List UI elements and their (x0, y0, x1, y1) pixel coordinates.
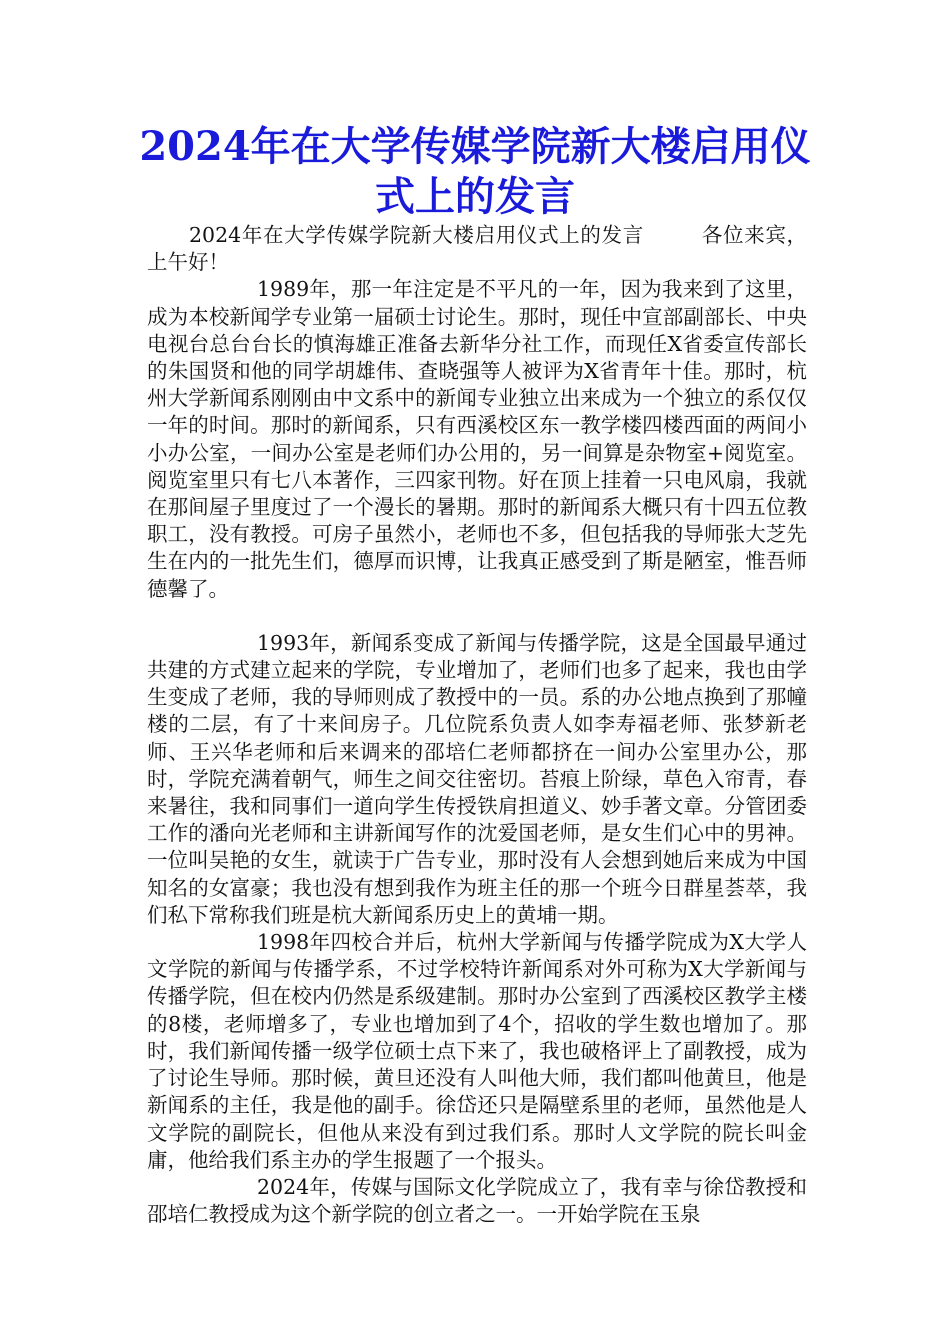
document-body (147, 222, 807, 1228)
document-title: 2024年在大学传媒学院新大楼启用仪式上的发言 (139, 123, 811, 220)
paragraph-1993: 1993年，新闻系变成了新闻与传播学院，这是全国最早通过共建的方式建立起来的学院，专业增加了，老师们也多了起来，我也由学生变成了老师，我的导师则成了教授中的一员。系的办公地点换到了那幢楼的二层，有了十来间房子。几位院系负责人如李寿福老师、张梦新老师、王兴华老师和后来调来的邵培仁老师都挤在一间办公室里办公，那时，学院充满着朝气，师生之间交往密切。苔痕上阶绿，草色入帘青，春来暑往，我和同事们一道向学生传授铁肩担道义、妙手著文章。分管团委工作的潘向光老师和主讲新闻写作的沈爱国老师，是女生们心中的男神。一位叫吴艳的女生，就读于广告专业，那时没有人会想到她后来成为中国知名的女富豪；我也没有想到我作为班主任的那一个班今日群星荟萃，我们私下常称我们班是杭大新闻系历史上的黄埔一期。 (147, 630, 807, 927)
paragraph-1989: 1989年，那一年注定是不平凡的一年，因为我来到了这里，成为本校新闻学专业第一届硕士讨论生。那时，现任中宣部副部长、中央电视台总台台长的慎海雄正准备去新华分社工作，而现任X省委宣传部长的朱国贤和他的同学胡雄伟、查晓强等人被评为X省青年十佳。那时，杭州大学新闻系刚刚由中文系中的新闻专业独立出来成为一个独立的系仅仅一年的时间。那时的新闻系，只有西溪校区东一教学楼四楼西面的两间小小办公室，一间办公室是老师们办公用的，另一间算是杂物室+阅览室。阅览室里只有七八本著作，三四家刊物。好在顶上挂着一只电风扇，我就在那间屋子里度过了一个漫长的暑期。那时的新闻系大概只有十四五位教职工，没有教授。可房子虽然小，老师也不多，但包括我的导师张大芝先生在内的一批先生们，德厚而识博，让我真正感受到了斯是陋室，惟吾师德馨了。 (147, 277, 807, 601)
paragraph-2024: 2024年，传媒与国际文化学院成立了，我有幸与徐岱教授和邵培仁教授成为这个新学院的创立者之一。一开始学院在玉泉 (147, 1174, 807, 1227)
intro-line (147, 222, 807, 276)
intro-heading: 2024年在大学传媒学院新大楼启用仪式上的发言 (189, 223, 644, 247)
paragraph-1998: 1998年四校合并后，杭州大学新闻与传播学院成为X大学人文学院的新闻与传播学系，不过学校特许新闻系对外可称为X大学新闻与传播学院，但在校内仍然是系级建制。那时办公室到了西溪校区教学主楼的8楼，老师增多了，专业也增加到了4个，招收的学生数也增加了。那时，我们新闻传播一级学位硕士点下来了，我也破格评上了副教授，成为了讨论生导师。那时候，黄旦还没有人叫他大师，我们都叫他黄旦，他是新闻系的主任，我是他的副手。徐岱还只是隔壁系里的老师，虽然他是人文学院的副院长，但他从来没有到过我们系。那时人文学院的院长叫金庸，他给我们系主办的学生报题了一个报头。 (147, 930, 807, 1172)
salutation: 各位来宾，上午好！ (147, 223, 808, 275)
paragraph-gap (147, 603, 807, 630)
